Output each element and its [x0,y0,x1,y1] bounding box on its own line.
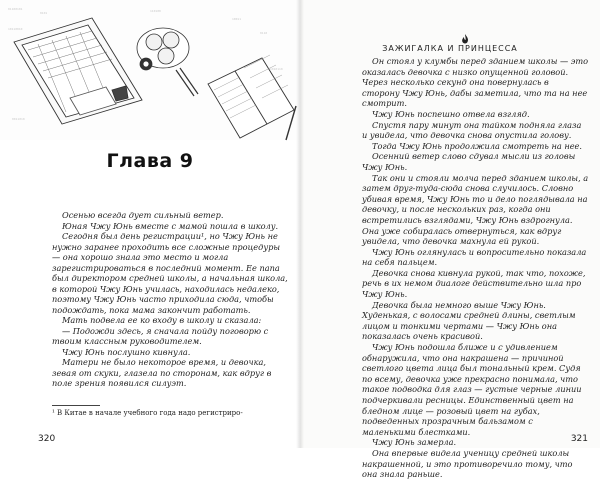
svg-text:0110: 0110 [260,31,268,35]
chapter-title: Глава 9 [106,150,194,172]
svg-text:0101: 0101 [40,11,48,15]
left-page [0,0,300,448]
running-head: ЗАЖИГАЛКА И ПРИНЦЕССА [382,44,518,53]
right-page [300,0,600,480]
notebook-drawing [208,55,296,140]
paragraph: Чжу Юнь поспешно отвела взгляд. [372,108,530,119]
svg-text:10110010: 10110010 [8,27,23,31]
paragraph: Тогда Чжу Юнь продолжила смотреть на нее. [372,140,583,151]
paragraph: — Подожди здесь, я сначала пойду поговорю с твоим классным руководителем. [52,325,269,346]
paragraph: Чжу Юнь послушно кивнула. [62,346,191,357]
page-number-right: 321 [570,434,588,444]
svg-text:110100: 110100 [150,9,161,13]
paragraph: Она впервые видела ученицу средней школы накрашенной, и это противоречило тому, что она знала раньше. [362,447,573,480]
svg-text:10011: 10011 [232,17,242,21]
paragraph: Осенний ветер слово сдувал мысли из головы Чжу Юнь. [362,151,576,172]
footnote-divider [52,405,100,406]
paragraph: Матери не было некоторое время, и девочка, зевая от скуки, глазела по сторонам, как вдруг в поле зрения появился силуэт. [52,357,272,388]
left-body-text [52,210,288,389]
svg-text:1010110: 1010110 [270,67,283,71]
desk-drawing [0,0,300,140]
paragraph: Он стоял у клумбы перед зданием школы — это оказалась девочка с низко опущенной головой. Через несколько секунд она повернулась в сторону Чжу Юнь, дабы заметила, что та на нее смотрит. [362,56,589,109]
paragraph: Спустя пару минут она тайком подняла глаза и увидела, что девочка снова опустила голову. [362,119,582,141]
laptop-drawing [14,18,142,124]
paragraph: Мать подвела ее ко входу в школу и сказала: [62,315,262,325]
page-number-left: 320 [38,434,56,444]
chapter-illustration [0,0,300,140]
right-body-text [362,56,589,480]
paragraph: Так они и стояли молча перед зданием школы, а затем друг-туда-сюда снова случилось. Словно убивая время, Чжу Юнь то и дело поглядывала на девочку, и после нескольких раз, когда они встретились взглядами, Чжу Юнь вздрогнула. Она уже собиралась отвернуться, как вдруг увидела, что девочка махнула ей рукой. [362,172,589,247]
paragraph: Чжу Юнь оглянулась и вопросительно показала на себя пальцем. [362,246,587,268]
paragraph: Девочка была немного выше Чжу Юнь. Худенькая, с волосами средней длины, светлым лицом и тонкими чертами — Чжу Юнь она показалась очень красивой. [362,299,576,342]
svg-text:0011010: 0011010 [12,117,25,121]
book-gutter [296,0,304,448]
paragraph: Чжу Юнь подошла ближе и с удивлением обнаружила, что она накрашена — причиной светлого цвета лица был тональный крем. Судя по всему, девочка уже прекрасно понимала, что такое подводка для глаз — густые черные линии подчеркивали ресницы. Единственный цвет на бледном лице — розовый цвет на губах, подведенных прозрачным бальзамом с маленькими блестками. [362,342,582,437]
paragraph: Чжу Юнь замерла. [372,437,457,448]
footnote: ¹ В Китае в начале учебного года надо регистриро- [52,409,243,417]
paragraph: Девочка снова кивнула рукой, так что, похоже, речь в их немом диалоге действительно шла про Чжу Юнь. [362,267,586,300]
paragraph: Осенью всегда дует сильный ветер. [62,210,224,220]
plate-with-buns-drawing [137,28,198,96]
paragraph: Сегодня был день регистрации¹, но Чжу Юнь не нужно заранее проходить все сложные процедуры — она хорошо знала это место и могла зарегистрироваться в последний момент. Ее папа был директором средней школы, а начальная школа, в которой Чжу Юнь училась, находилась недалеко, поэтому Чжу Юнь часто приходила сюда, чтобы подождать, пока мама закончит работать. [52,231,288,315]
paragraph: Юная Чжу Юнь вместе с мамой пошла в школу. [62,220,279,231]
svg-text:01100101: 01100101 [8,7,23,11]
